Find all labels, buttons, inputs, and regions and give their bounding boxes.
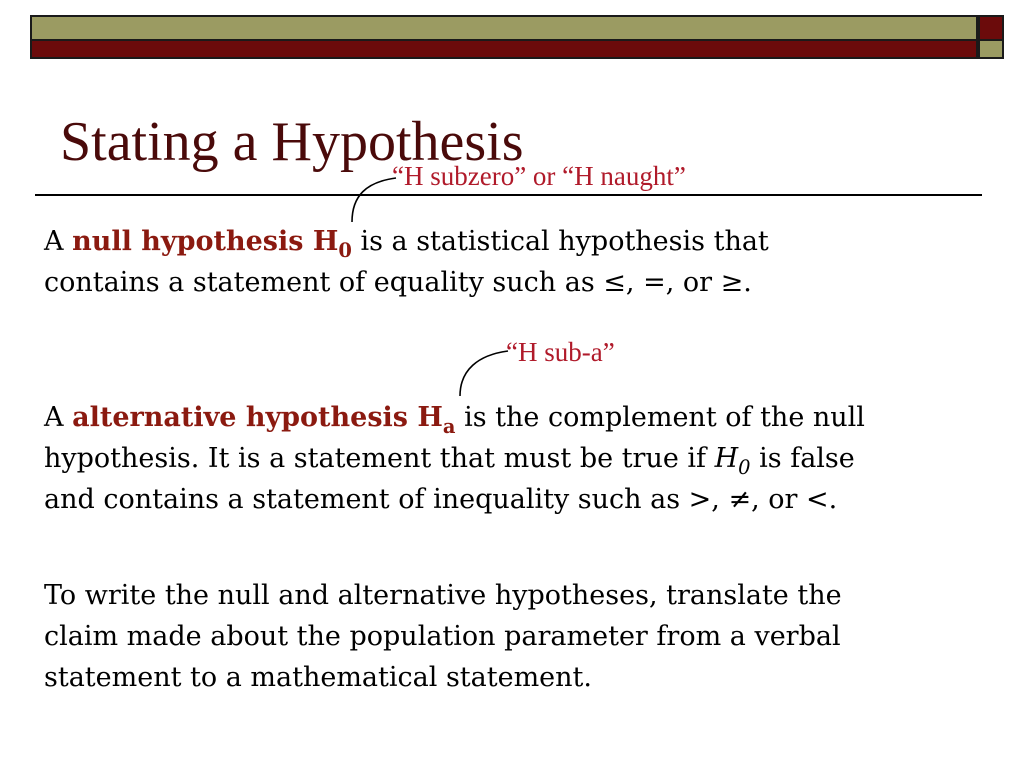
alt-h0-variable: [714, 443, 751, 479]
decorative-top-band: [30, 15, 1004, 59]
alternative-hypothesis-paragraph: [44, 397, 1004, 520]
null-term-text: null hypothesis H: [72, 226, 339, 257]
h-a-pronunciation-note: “H sub-a”: [506, 337, 615, 367]
alt-line-3: and contains a statement of inequality such as >, ≠, or <.: [44, 484, 838, 515]
band-olive-square: [978, 41, 1004, 59]
alt-line-1-rest: is the complement of the null: [455, 402, 865, 433]
alt-h0-letter: H: [714, 443, 739, 474]
null-hypothesis-term: [72, 226, 352, 262]
translate-paragraph: [44, 575, 1004, 698]
null-line-2: contains a statement of equality such as ≤, =, or ≥.: [44, 267, 752, 298]
h-zero-leader-line: [352, 178, 396, 222]
title-divider: [35, 194, 982, 196]
slide-title: Stating a Hypothesis: [60, 111, 524, 173]
alt-term-subscript: a: [442, 414, 456, 438]
translate-line-1: To write the null and alternative hypotheses, translate the: [44, 580, 842, 611]
alt-line-1: [44, 397, 1004, 438]
null-line-1-rest: is a statistical hypothesis that: [351, 226, 769, 257]
alternative-hypothesis-term: [72, 402, 456, 438]
band-olive-bar: [30, 15, 978, 41]
null-line-1: [44, 221, 1004, 262]
h-zero-pronunciation-note: “H subzero” or “H naught”: [392, 161, 686, 191]
band-maroon-square: [978, 15, 1004, 41]
alt-line-2-after: is false: [750, 443, 855, 474]
null-term-subscript: 0: [338, 238, 352, 262]
alt-line-2: [44, 438, 1004, 479]
null-hypothesis-paragraph: [44, 221, 1004, 303]
alt-line-2-before: hypothesis. It is a statement that must be true if: [44, 443, 715, 474]
translate-line-2: claim made about the population parameter from a verbal: [44, 621, 841, 652]
alt-term-text: alternative hypothesis H: [72, 402, 443, 433]
translate-line-3: statement to a mathematical statement.: [44, 662, 592, 693]
null-prefix: A: [44, 226, 73, 257]
h-a-leader-line: [460, 351, 508, 396]
alt-prefix: A: [44, 402, 73, 433]
alt-h0-subscript: 0: [738, 455, 751, 479]
band-maroon-bar: [30, 41, 978, 59]
